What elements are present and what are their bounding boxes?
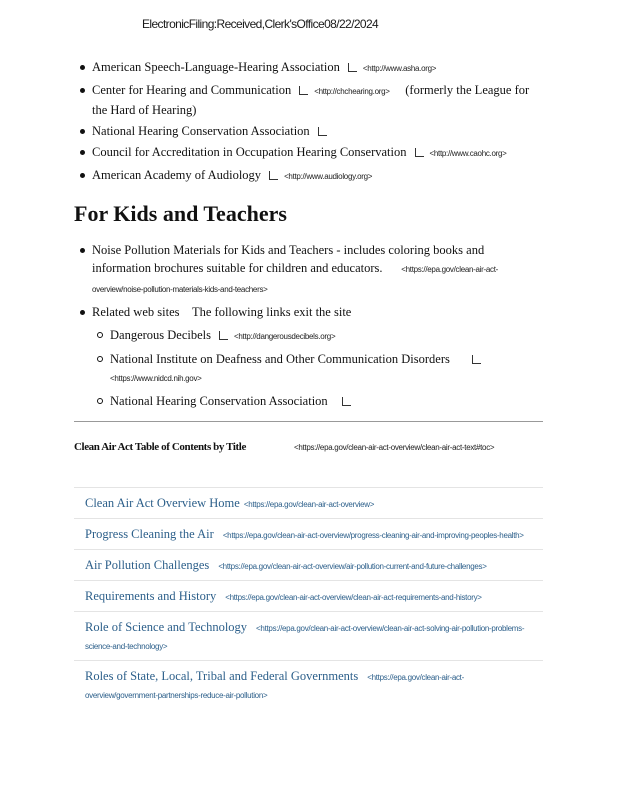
list-item <box>74 81 544 119</box>
toc-item-url[interactable]: <https://epa.gov/clean-air-act-overview/air-pollution-current-and-future-challenges> <box>218 562 487 571</box>
list-item <box>92 326 514 346</box>
toc-item <box>74 660 543 709</box>
toc-item <box>74 487 543 518</box>
list-item <box>74 58 544 78</box>
org-link[interactable]: American Speech-Language-Hearing Association <box>92 60 340 74</box>
related-sites-label: Related web sites <box>92 305 180 319</box>
list-item <box>74 166 544 186</box>
toc-url[interactable]: <https://epa.gov/clean-air-act-overview/clean-air-act-text#toc> <box>293 443 495 452</box>
external-link-icon <box>348 63 357 72</box>
toc-item-url[interactable]: <https://epa.gov/clean-air-act-overview/clean-air-act-solving-air-pollution-problems-science-and-technology> <box>85 624 525 651</box>
toc-item-url[interactable]: <https://epa.gov/clean-air-act-overview/clean-air-act-requirements-and-history> <box>225 593 482 602</box>
external-link-icon <box>318 127 327 136</box>
external-link-icon <box>299 86 308 95</box>
org-url[interactable]: <http://www.caohc.org> <box>429 149 507 158</box>
kids-list <box>74 241 514 414</box>
list-item <box>92 392 514 410</box>
org-url[interactable]: <http://www.audiology.org> <box>284 172 373 181</box>
toc-item <box>74 580 543 611</box>
filing-stamp: ElectronicFiling:Received,Clerk'sOffice08/22/2024 <box>142 17 379 31</box>
list-item <box>74 241 514 299</box>
external-link-icon <box>415 148 424 157</box>
toc-list <box>74 487 543 709</box>
org-link[interactable]: Council for Accreditation in Occupation Hearing Conservation <box>92 145 407 159</box>
org-link[interactable]: National Hearing Conservation Association <box>92 124 310 138</box>
org-note: (formerly the League for the Hard of Hearing) <box>92 83 530 117</box>
toc-item-url[interactable]: <https://epa.gov/clean-air-act-overview/government-partnerships-reduce-air-pollution> <box>85 673 464 700</box>
list-item <box>74 303 514 410</box>
org-url[interactable]: <http://chchearing.org> <box>314 87 390 96</box>
kids-heading: For Kids and Teachers <box>74 201 287 226</box>
exit-note: The following links exit the site <box>191 305 352 319</box>
toc-title: Clean Air Act Table of Contents by Title <box>74 441 246 453</box>
external-link-icon <box>472 355 481 364</box>
toc-link[interactable]: Air Pollution Challenges <box>85 558 210 572</box>
org-url[interactable]: <http://www.asha.org> <box>362 64 437 73</box>
list-item <box>74 143 544 163</box>
list-item <box>74 122 544 140</box>
toc-item <box>74 611 543 660</box>
noise-materials-link[interactable]: Noise Pollution Materials for Kids and Teachers - includes coloring books and information brochures suitable for children and educators. <box>92 243 485 275</box>
toc-item-url[interactable]: <https://epa.gov/clean-air-act-overview/progress-cleaning-air-and-improving-peoples-health> <box>222 531 524 540</box>
toc-link[interactable]: Roles of State, Local, Tribal and Federal Governments <box>85 669 359 683</box>
org-link[interactable]: Center for Hearing and Communication <box>92 83 292 97</box>
toc-item <box>74 549 543 580</box>
section-divider <box>74 421 543 422</box>
site-link[interactable]: National Institute on Deafness and Other Communication Disorders <box>110 352 450 366</box>
site-url[interactable]: <https://www.nidcd.nih.gov> <box>110 374 202 383</box>
toc-header <box>74 441 494 453</box>
site-link[interactable]: National Hearing Conservation Association <box>110 394 328 408</box>
toc-item-url[interactable]: <https://epa.gov/clean-air-act-overview> <box>243 500 375 509</box>
external-link-icon <box>219 331 228 340</box>
site-url[interactable]: <http://dangerousdecibels.org> <box>234 332 336 341</box>
noise-materials-url[interactable]: <https://epa.gov/clean-air-act-overview/noise-pollution-materials-kids-and-teachers> <box>92 265 499 294</box>
toc-link[interactable]: Role of Science and Technology <box>85 620 248 634</box>
site-link[interactable]: Dangerous Decibels <box>110 328 212 342</box>
toc-link[interactable]: Requirements and History <box>85 589 217 603</box>
org-link[interactable]: American Academy of Audiology <box>92 168 262 182</box>
toc-link[interactable]: Clean Air Act Overview Home <box>85 496 240 510</box>
organizations-list <box>74 58 544 189</box>
toc-link[interactable]: Progress Cleaning the Air <box>85 527 214 541</box>
external-link-icon <box>342 397 351 406</box>
toc-item <box>74 518 543 549</box>
external-link-icon <box>269 171 278 180</box>
related-sites-list <box>92 326 514 410</box>
list-item <box>92 350 514 388</box>
